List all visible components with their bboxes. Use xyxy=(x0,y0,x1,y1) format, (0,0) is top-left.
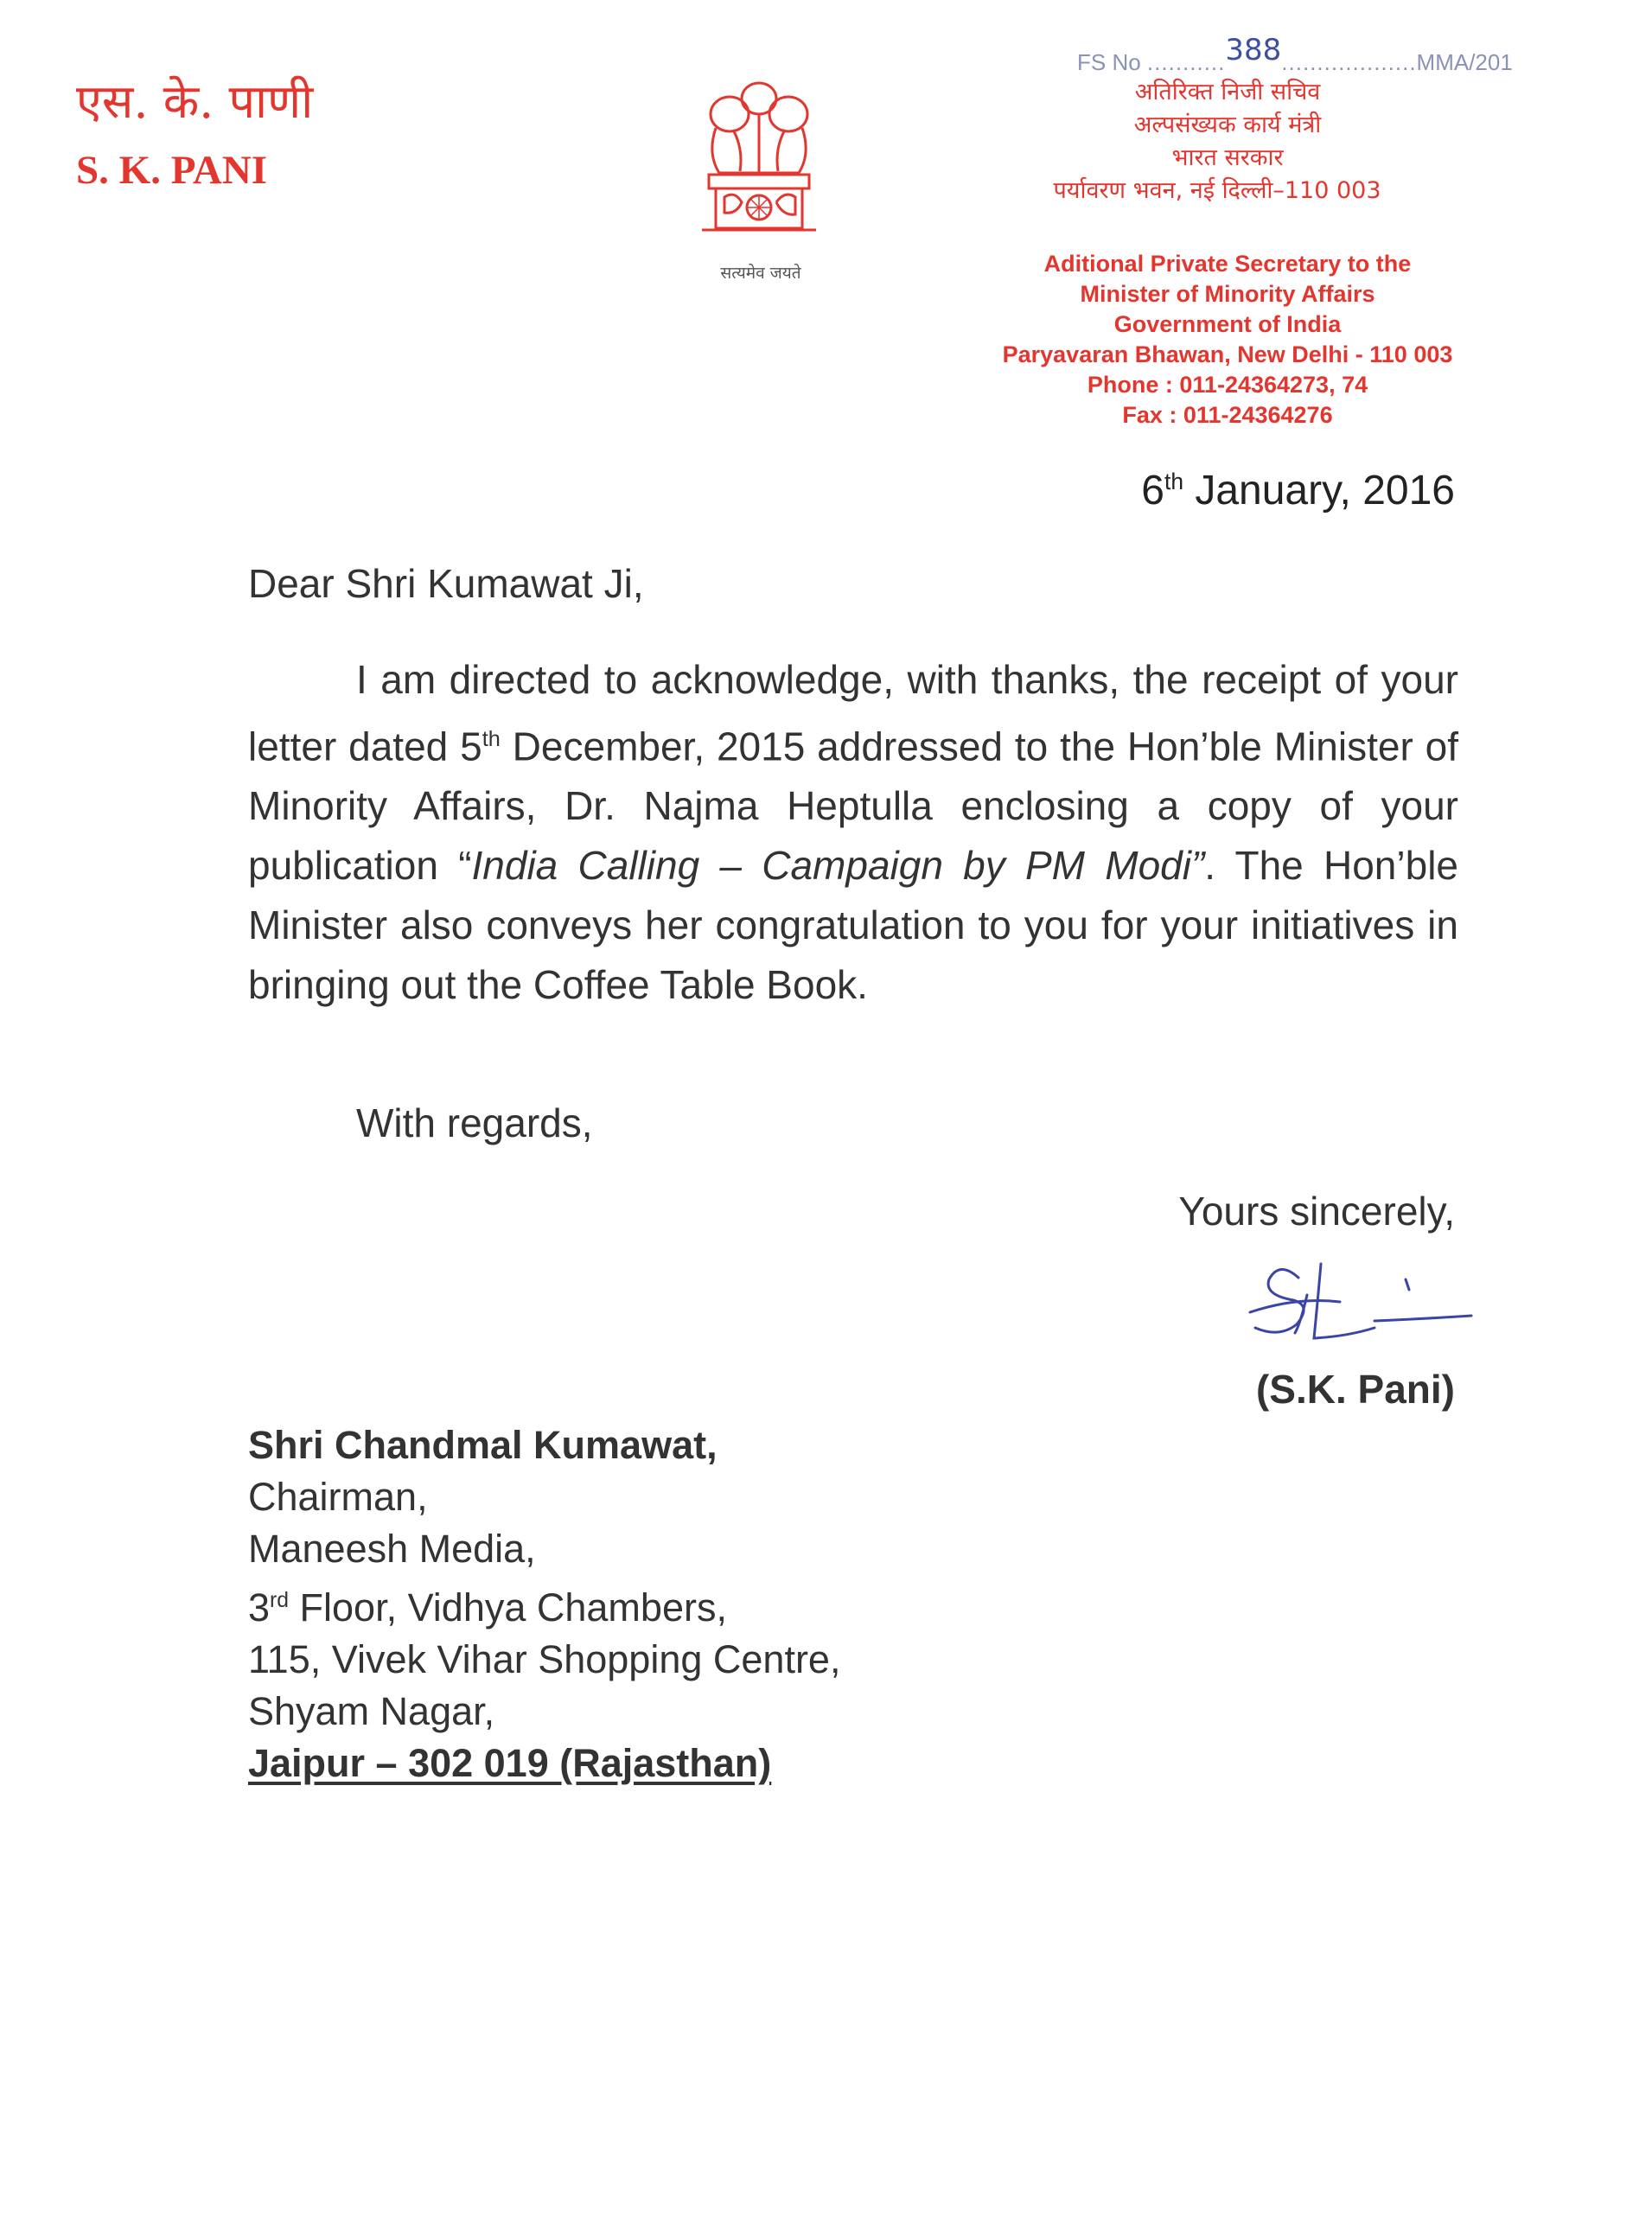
hindi-line: पर्यावरण भवन, नई दिल्ली–110 003 xyxy=(1053,177,1381,204)
closing-line: Yours sincerely, xyxy=(1178,1189,1455,1234)
salutation: Dear Shri Kumawat Ji, xyxy=(248,561,644,606)
letter-date: 6th January, 2016 xyxy=(1141,468,1455,513)
recipient-floor: 3rd Floor, Vidhya Chambers, xyxy=(248,1585,727,1629)
recipient-street: 115, Vivek Vihar Shopping Centre, xyxy=(248,1637,841,1681)
file-suffix: MMA/201 xyxy=(1416,49,1513,75)
letterhead-english-address xyxy=(951,249,1504,430)
signatory-name: (S.K. Pani) xyxy=(1255,1367,1455,1412)
english-line: Paryavaran Bhawan, New Delhi - 110 003 xyxy=(1002,341,1453,367)
english-line: Minister of Minority Affairs xyxy=(1080,281,1375,307)
recipient-name: Shri Chandmal Kumawat, xyxy=(248,1423,718,1467)
fax-line: Fax : 011-24364276 xyxy=(1122,402,1333,428)
recipient-address xyxy=(248,1419,840,1789)
file-number: 388 xyxy=(1225,33,1282,67)
letter-body: I am directed to acknowledge, with thanks, the receipt of your letter dated 5th December, 2015 addressed to the Hon’ble Minister of Minority Affairs, Dr. Najma Heptulla enclosing a copy of your publication “India Calling – Campaign by PM Modi”. The Hon’ble Minister also conveys her congratulation to you for your initiatives in bringing out the Coffee Table Book. xyxy=(248,657,1458,1008)
english-line: Government of India xyxy=(1113,311,1342,337)
letterhead-hindi-address xyxy=(994,76,1461,207)
letterhead-name-hindi: एस. के. पाणी xyxy=(76,74,314,129)
file-number-stamp: FS No ...........388...................MMA/201 xyxy=(1077,33,1513,75)
letterhead-name-english: S. K. PANI xyxy=(76,148,268,193)
emblem-motto: सत्यमेव जयते xyxy=(720,264,801,283)
phone-line: Phone : 011-24364273, 74 xyxy=(1087,372,1368,398)
english-line: Aditional Private Secretary to the xyxy=(1043,251,1412,277)
recipient-city: Jaipur – 302 019 (Rajasthan) xyxy=(248,1741,772,1785)
regards-line: With regards, xyxy=(356,1100,593,1145)
recipient-locality: Shyam Nagar, xyxy=(248,1689,495,1733)
recipient-title: Chairman, xyxy=(248,1475,428,1519)
publication-title: India Calling – Campaign by PM Modi” xyxy=(471,843,1205,889)
file-prefix: FS No xyxy=(1077,49,1141,75)
hindi-line: अल्पसंख्यक कार्य मंत्री xyxy=(1133,112,1322,138)
hindi-line: अतिरिक्त निजी सचिव xyxy=(1134,79,1321,105)
signature-image xyxy=(1245,1245,1478,1349)
hindi-line: भारत सरकार xyxy=(1171,144,1284,171)
recipient-organization: Maneesh Media, xyxy=(248,1527,536,1571)
national-emblem-icon xyxy=(690,76,828,265)
